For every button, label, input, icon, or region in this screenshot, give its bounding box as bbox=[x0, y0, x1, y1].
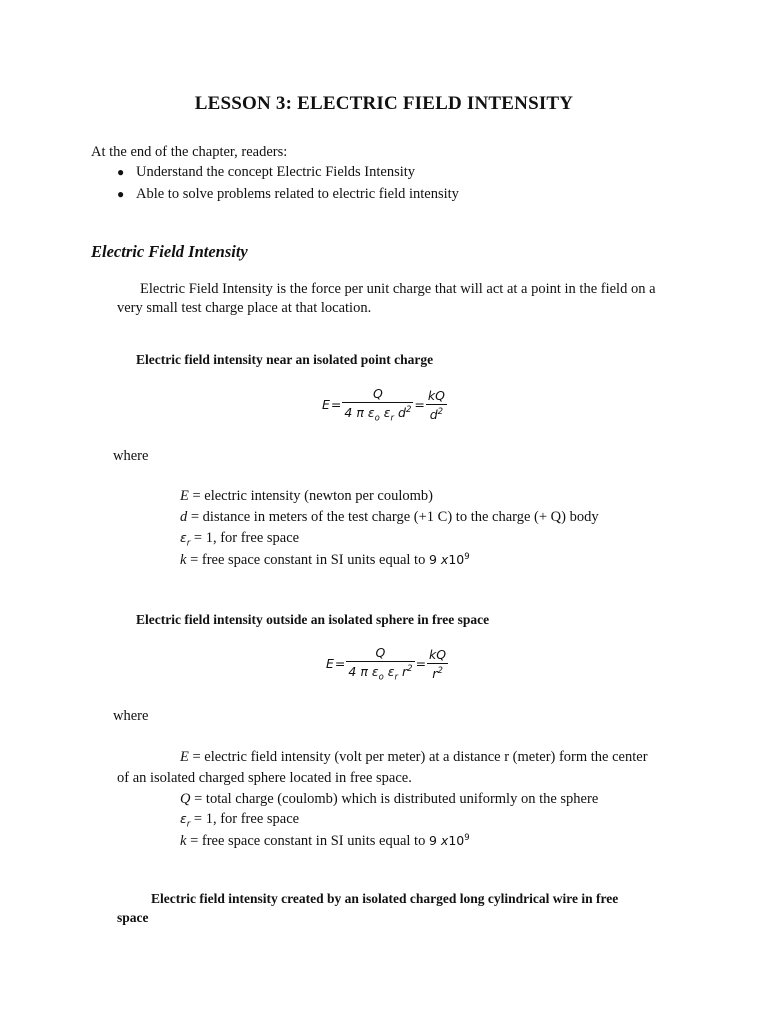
where-label: where bbox=[113, 448, 149, 464]
definition-item: $\varepsilon_r = 1$, for free space bbox=[180, 530, 300, 549]
definition-item: k = free space constant in SI units equal to 9 $x10^9$ bbox=[180, 833, 470, 850]
bullet-icon: ● bbox=[117, 165, 125, 179]
definition-line-1: Electric Field Intensity is the force per unit charge that will act at a point in the field on a bbox=[140, 281, 656, 297]
point-charge-formula: E = $\frac{Q}{4 \pi \varepsilon_o \varepsilon_r d^2}$ = $\frac{kQ}{d^2}$ bbox=[322, 386, 445, 424]
definition-item: d = distance in meters of the test charge (+1 C) to the charge (+ Q) body bbox=[180, 509, 599, 525]
objective-1: Understand the concept Electric Fields Intensity bbox=[136, 164, 416, 180]
definition-item: k = free space constant in SI units equal to 9 $x10^9$ bbox=[180, 552, 470, 569]
cylinder-heading-line-1: Electric field intensity created by an isolated charged long cylindrical wire in free bbox=[151, 891, 619, 906]
definition-item: Q = total charge (coulomb) which is distributed uniformly on the sphere bbox=[180, 791, 599, 807]
page-title: LESSON 3: ELECTRIC FIELD INTENSITY bbox=[194, 93, 574, 114]
cylinder-heading-line-2: space bbox=[117, 910, 149, 925]
point-charge-heading: Electric field intensity near an isolated point charge bbox=[136, 352, 434, 367]
objective-2: Able to solve problems related to electric field intensity bbox=[136, 186, 459, 202]
sphere-heading: Electric field intensity outside an isolated sphere in free space bbox=[136, 612, 490, 627]
bullet-icon: ● bbox=[117, 187, 125, 201]
sphere-formula: E = $\frac{Q}{4 \pi \varepsilon_o \varepsilon_r r^2}$ = $\frac{kQ}{r^2}$ bbox=[326, 645, 447, 683]
definition-item: $\varepsilon_r = 1$, for free space bbox=[180, 811, 300, 830]
definition-item: E = electric intensity (newton per coulomb) bbox=[180, 488, 433, 504]
intro-text: At the end of the chapter, readers: bbox=[91, 144, 288, 160]
list-item bbox=[117, 186, 459, 203]
list-item bbox=[117, 164, 416, 181]
section-heading: Electric Field Intensity bbox=[91, 242, 248, 261]
definition-line-2: very small test charge place at that location. bbox=[117, 300, 372, 316]
where-label: where bbox=[113, 708, 149, 724]
definition-item: E = electric field intensity (volt per meter) at a distance r (meter) form the center bbox=[180, 749, 648, 765]
definition-item-continuation: of an isolated charged sphere located in free space. bbox=[117, 770, 412, 786]
